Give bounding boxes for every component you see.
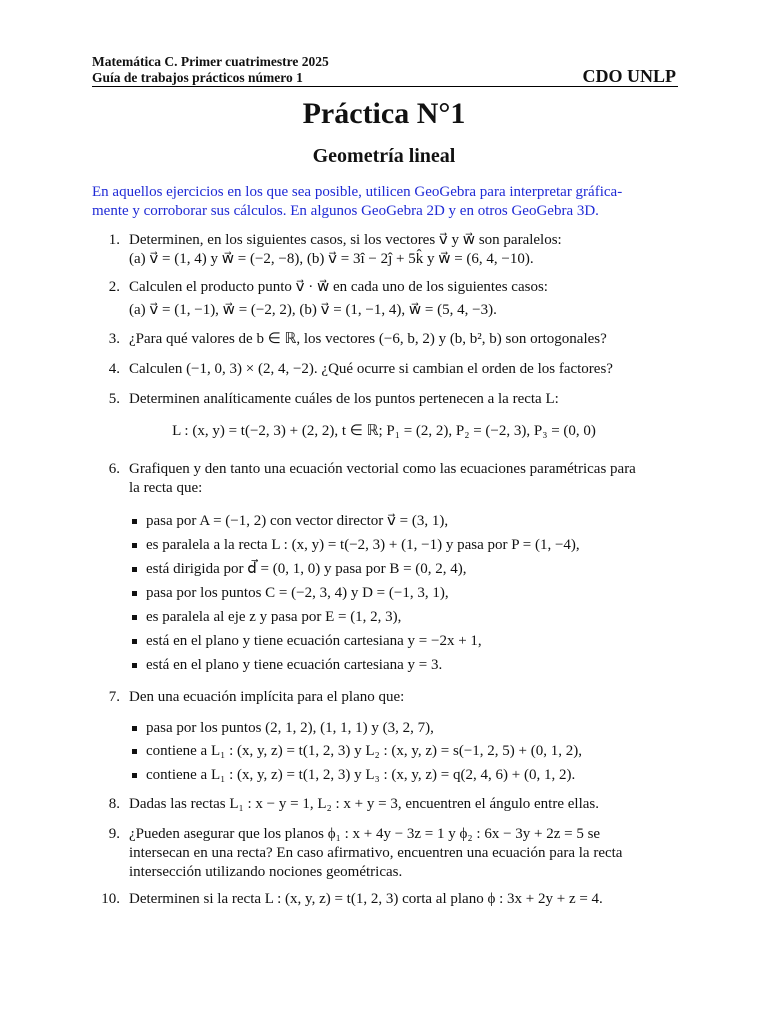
list-item: contiene a L₁ : (x, y, z) = t(1, 2, 3) y L₂ : (x, y, z) = s(−1, 2, 5) + (0, 1, 2), xyxy=(146,743,582,759)
exercise-number: 9. xyxy=(108,826,120,842)
exercise-text: Calculen el producto punto v⃗ · w⃗ en cada uno de los siguientes casos: xyxy=(129,279,548,295)
intro-paragraph xyxy=(92,183,682,221)
intro-line: En aquellos ejercicios en los que sea posible, utilicen GeoGebra para interpretar gráfica- xyxy=(92,184,623,200)
list-item: pasa por los puntos C = (−2, 3, 4) y D = (−1, 3, 1), xyxy=(146,585,449,601)
list-item: es paralela a la recta L : (x, y) = t(−2, 3) + (1, −1) y pasa por P = (1, −4), xyxy=(146,537,580,553)
display-equation: L : (x, y) = t(−2, 3) + (2, 2), t ∈ ℝ; P₁ = (2, 2), P₂ = (−2, 3), P₃ = (0, 0) xyxy=(172,423,596,439)
exercise-number: 4. xyxy=(108,361,120,377)
exercise-number: 8. xyxy=(108,796,120,812)
list-item: está en el plano y tiene ecuación cartesiana y = −2x + 1, xyxy=(146,633,482,649)
list-item: es paralela al eje z y pasa por E = (1, 2, 3), xyxy=(146,609,402,625)
exercise-number: 7. xyxy=(108,689,120,705)
institution-name: CDO UNLP xyxy=(582,66,676,86)
exercise-text: (a) v⃗ = (1, −1), w⃗ = (−2, 2), (b) v⃗ = (1, −1, 4), w⃗ = (5, 4, −3). xyxy=(129,302,497,318)
exercise-text: Den una ecuación implícita para el plano que: xyxy=(129,689,405,705)
list-item: pasa por los puntos (2, 1, 2), (1, 1, 1) y (3, 2, 7), xyxy=(146,720,434,736)
list-item: está en el plano y tiene ecuación cartesiana y = 3. xyxy=(146,657,443,673)
exercise-number: 1. xyxy=(108,232,120,248)
exercise-text: ¿Pueden asegurar que los planos ϕ₁ : x + 4y − 3z = 1 y ϕ₂ : 6x − 3y + 2z = 5 se xyxy=(129,826,601,842)
header-left xyxy=(92,54,329,86)
exercise-text: Determinen, en los siguientes casos, si los vectores v⃗ y w⃗ son paralelos: xyxy=(129,232,562,248)
header-rule xyxy=(92,86,678,87)
exercise-text: (a) v⃗ = (1, 4) y w⃗ = (−2, −8), (b) v⃗ = 3î − 2ĵ + 5k̂ y w⃗ = (6, 4, −10). xyxy=(129,251,534,267)
exercise-number: 3. xyxy=(108,331,120,347)
list-item: pasa por A = (−1, 2) con vector director v⃗ = (3, 1), xyxy=(146,513,449,529)
exercise-number: 5. xyxy=(108,391,120,407)
exercise-number: 2. xyxy=(108,279,120,295)
exercise-text: Grafiquen y den tanto una ecuación vectorial como las ecuaciones paramétricas para xyxy=(129,461,636,477)
page-subtitle: Geometría lineal xyxy=(312,145,456,167)
exercise-text: Determinen si la recta L : (x, y, z) = t(1, 2, 3) corta al plano ϕ : 3x + 2y + z = 4. xyxy=(129,891,603,907)
intro-line: mente y corroborar sus cálculos. En algunos GeoGebra 2D y en otros GeoGebra 3D. xyxy=(92,203,599,219)
exercise-text: intersección utilizando nociones geométricas. xyxy=(129,864,403,880)
exercise-number: 10. xyxy=(101,891,120,907)
list-item: contiene a L₁ : (x, y, z) = t(1, 2, 3) y L₃ : (x, y, z) = q(2, 4, 6) + (0, 1, 2). xyxy=(146,767,576,783)
guide-title: Guía de trabajos prácticos número 1 xyxy=(92,70,303,85)
exercise-text: intersecan en una recta? En caso afirmativo, encuentren una ecuación para la recta xyxy=(129,845,623,861)
exercise-text: Determinen analíticamente cuáles de los puntos pertenecen a la recta L: xyxy=(129,391,559,407)
exercise-text: Calculen (−1, 0, 3) × (2, 4, −2). ¿Qué ocurre si cambian el orden de los factores? xyxy=(129,361,613,377)
exercise-text: Dadas las rectas L₁ : x − y = 1, L₂ : x + y = 3, encuentren el ángulo entre ellas. xyxy=(129,796,599,812)
exercise-text: la recta que: xyxy=(129,480,203,496)
course-title: Matemática C. Primer cuatrimestre 2025 xyxy=(92,54,329,69)
exercise-number: 6. xyxy=(108,461,120,477)
page-title: Práctica N°1 xyxy=(302,97,466,130)
list-item: está dirigida por d⃗ = (0, 1, 0) y pasa por B = (0, 2, 4), xyxy=(146,561,467,577)
exercise-text: ¿Para qué valores de b ∈ ℝ, los vectores (−6, b, 2) y (b, b², b) son ortogonales? xyxy=(129,331,607,347)
